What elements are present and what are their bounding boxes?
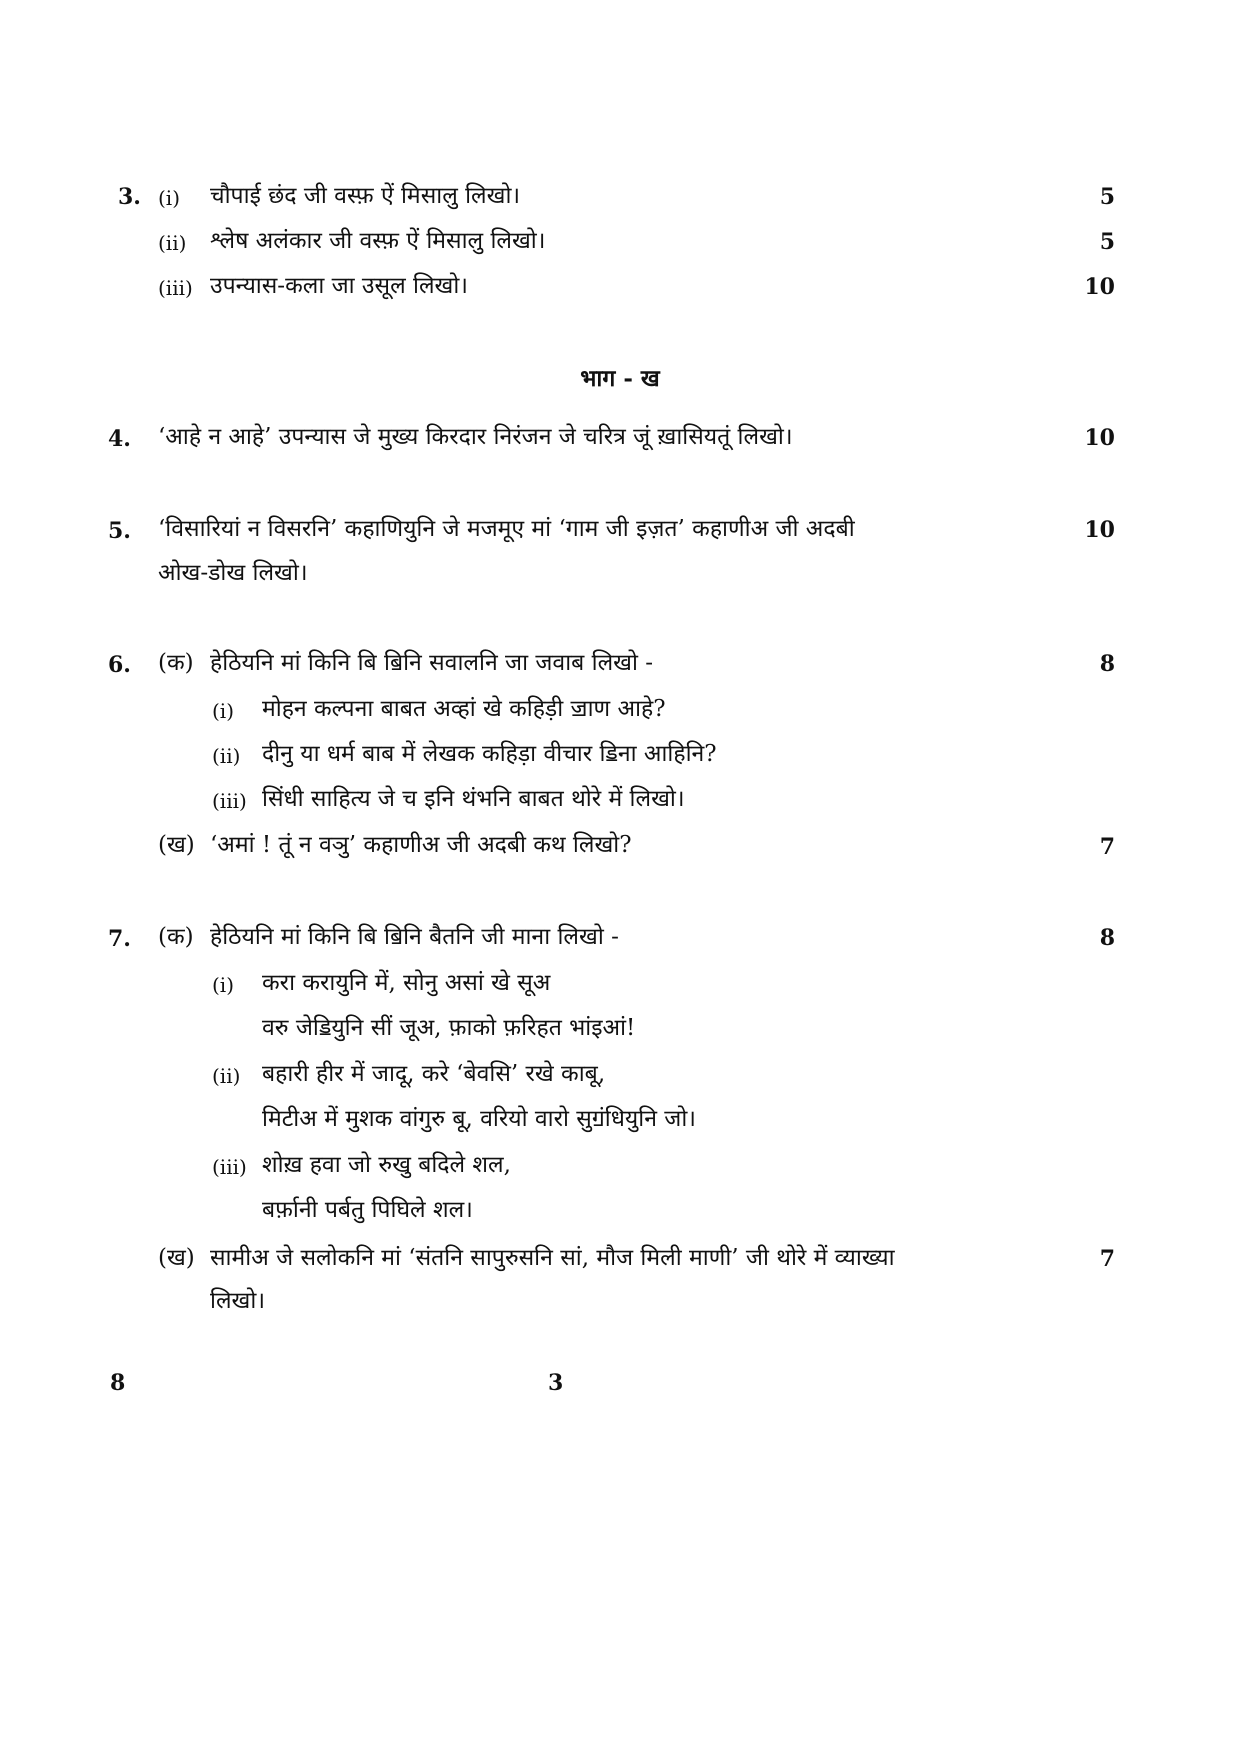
question-3-item-1-marks: 5 xyxy=(1099,184,1115,210)
question-7-part-b-marks: 7 xyxy=(1099,1246,1115,1272)
question-6-item-2-label: (ii) xyxy=(212,744,241,768)
question-4-text: ‘आहे न आहे’ उपन्यास जे मुख्य किरदार निरंजन जे चरित्र जूं ख़ासियतूं लिखो। xyxy=(158,424,793,450)
question-7-item-1-line-2: वरु जेॾियुनि सीं जूअ, फ़ाको फ़रिहत भांइआं! xyxy=(262,1015,636,1041)
question-6-item-3-label: (iii) xyxy=(212,789,247,813)
question-6-part-b-marks: 7 xyxy=(1099,834,1115,860)
question-6-item-1-label: (i) xyxy=(212,699,235,723)
question-6-part-a-marks: 8 xyxy=(1099,651,1115,677)
question-7-item-2-line-2: मिटीअ में मुशक वांगुरु बू, वरियो वारो सुॻंधियुनि जो। xyxy=(262,1106,697,1132)
question-6-item-1-text: मोहन कल्पना बाबत अव्हां खे कहिड़ी ॼाण आहे? xyxy=(262,696,666,722)
question-6-item-3-text: सिंधी साहित्य जे च इनि थंभनि बाबत थोरे में लिखो। xyxy=(262,786,685,812)
question-4-number: 4. xyxy=(108,426,131,452)
question-6-part-b-text: ‘अमां ! तूं न वञु’ कहाणीअ जी अदबी कथ लिखो? xyxy=(210,832,632,858)
question-7-item-2-line-1: बहारी हीर में जादू, करे ‘बेवसि’ रखे काबू, xyxy=(262,1061,606,1087)
question-7-part-b-line-1: सामीअ जे सलोकनि मां ‘संतनि सापुरुसनि सां, मौज मिली माणी’ जी थोरे में व्याख्या xyxy=(210,1245,895,1271)
question-7-item-3-label: (iii) xyxy=(212,1155,247,1179)
question-4-marks: 10 xyxy=(1084,425,1115,451)
question-5-line-2: ओख-डोख लिखो। xyxy=(158,560,308,586)
question-7-part-b-line-2: लिखो। xyxy=(210,1288,266,1314)
question-7-item-3-line-2: बर्फ़ानी पर्बतु पिघिले शल। xyxy=(262,1197,473,1223)
question-6-part-a-text: हेठियनि मां किनि बि ॿिनि सवालनि जा जवाब लिखो - xyxy=(210,650,654,676)
question-5-marks: 10 xyxy=(1084,517,1115,543)
question-3-item-3-label: (iii) xyxy=(158,276,193,300)
question-7-part-b-label: (ख) xyxy=(158,1245,195,1271)
question-3-item-3-text: उपन्यास-कला जा उसूल लिखो। xyxy=(210,273,469,299)
page-number: 3 xyxy=(548,1370,564,1396)
question-3-item-2-marks: 5 xyxy=(1099,229,1115,255)
footer-code: 8 xyxy=(110,1370,126,1396)
question-7-part-a-text: हेठियनि मां किनि बि ॿिनि बैतनि जी माना लिखो - xyxy=(210,924,619,950)
question-3-item-1-text: चौपाई छंद जी वस्फ़ ऐं मिसालु लिखो। xyxy=(210,183,521,209)
question-3-number: 3. xyxy=(118,184,141,210)
question-7-number: 7. xyxy=(108,926,131,952)
question-3-item-2-text: श्लेष अलंकार जी वस्फ़ ऐं मिसालु लिखो। xyxy=(210,228,546,254)
question-7-item-1-line-1: करा करायुनि में, सोनु असां खे सूअ xyxy=(262,970,551,996)
question-6-part-b-label: (ख) xyxy=(158,832,195,858)
question-3-item-3-marks: 10 xyxy=(1084,274,1115,300)
question-7-part-a-label: (क) xyxy=(158,924,194,950)
question-3-item-1-label: (i) xyxy=(158,186,181,210)
question-6-part-a-label: (क) xyxy=(158,650,194,676)
question-7-item-2-label: (ii) xyxy=(212,1064,241,1088)
question-7-item-3-line-1: शोख़ हवा जो रुखु बदिले शल, xyxy=(262,1152,511,1178)
question-5-line-1: ‘विसारियां न विसरनि’ कहाणियुनि जे मजमूए मां ‘गाम जी इज़त’ कहाणीअ जी अदबी xyxy=(158,516,855,542)
question-7-item-1-label: (i) xyxy=(212,973,235,997)
question-6-item-2-text: दीनु या धर्म बाब में लेखक कहिड़ा वीचार ॾिना आहिनि? xyxy=(262,741,717,767)
question-3-item-2-label: (ii) xyxy=(158,231,187,255)
question-5-number: 5. xyxy=(108,518,131,544)
section-heading: भाग - ख xyxy=(580,365,660,392)
question-7-part-a-marks: 8 xyxy=(1099,925,1115,951)
question-6-number: 6. xyxy=(108,652,131,678)
